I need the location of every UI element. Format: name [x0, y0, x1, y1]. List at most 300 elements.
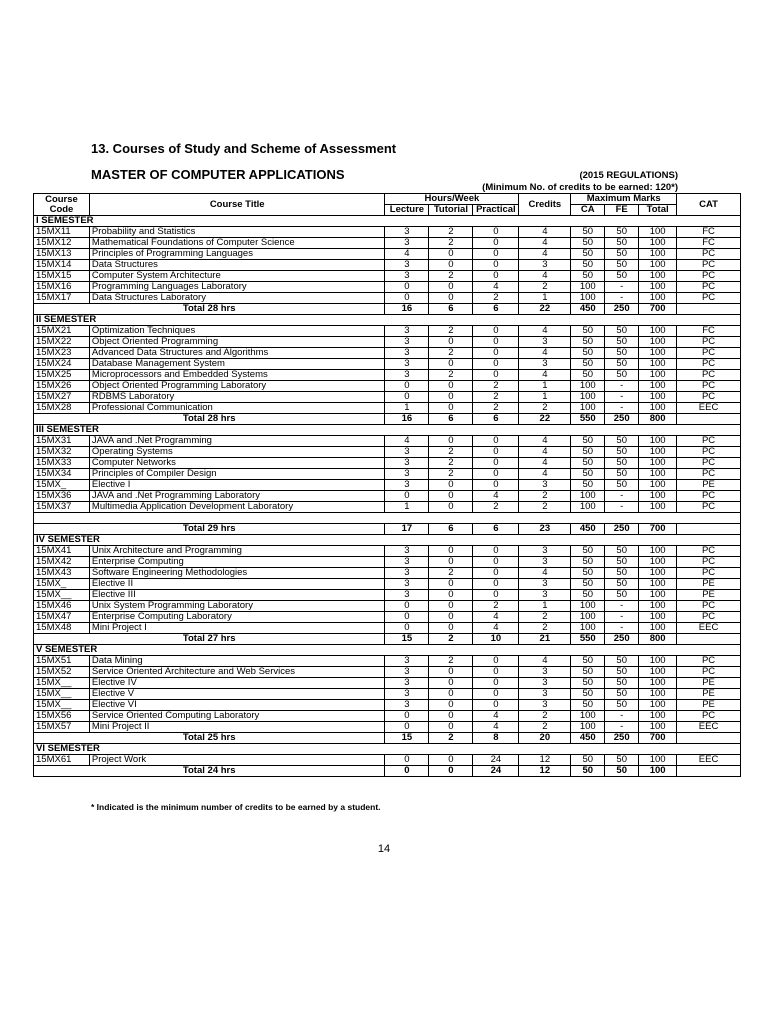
- lecture-hours: 3: [385, 656, 429, 667]
- course-title: Principles of Compiler Design: [89, 469, 385, 480]
- course-code: 15MX43: [34, 568, 90, 579]
- category: PC: [677, 458, 741, 469]
- course-code: 15MX33: [34, 458, 90, 469]
- fe-marks: 50: [605, 557, 639, 568]
- practical-hours: 0: [473, 678, 519, 689]
- table-row: [34, 590, 741, 601]
- ca-marks: 50: [571, 700, 605, 711]
- tutorial-hours: 0: [429, 381, 473, 392]
- table-row: [34, 271, 741, 282]
- lecture-hours: 3: [385, 227, 429, 238]
- total-marks: 100: [639, 249, 677, 260]
- tutorial-hours: 0: [429, 436, 473, 447]
- course-code: 15MX27: [34, 392, 90, 403]
- lecture-hours: 0: [385, 612, 429, 623]
- table-row: [34, 403, 741, 414]
- category: PC: [677, 557, 741, 568]
- course-title: RDBMS Laboratory: [89, 392, 385, 403]
- total-tutorial: 0: [429, 766, 473, 777]
- tutorial-hours: 0: [429, 623, 473, 634]
- credits: 4: [519, 469, 571, 480]
- practical-hours: 0: [473, 689, 519, 700]
- fe-marks: 50: [605, 271, 639, 282]
- course-title: Multimedia Application Development Laboratory: [89, 502, 385, 513]
- credits: 4: [519, 249, 571, 260]
- category: PC: [677, 370, 741, 381]
- ca-marks: 100: [571, 491, 605, 502]
- total-marks: 100: [639, 766, 677, 777]
- table-row: [34, 546, 741, 557]
- total-marks: 100: [639, 260, 677, 271]
- category: PC: [677, 381, 741, 392]
- lecture-hours: 3: [385, 700, 429, 711]
- table-row: [34, 337, 741, 348]
- table-row: [34, 656, 741, 667]
- practical-hours: 4: [473, 612, 519, 623]
- category: PE: [677, 700, 741, 711]
- total-marks: 100: [639, 700, 677, 711]
- semester-name: II SEMESTER: [34, 315, 741, 326]
- ca-marks: 50: [571, 337, 605, 348]
- total-marks: 100: [639, 436, 677, 447]
- fe-marks: 50: [605, 458, 639, 469]
- fe-marks: 50: [605, 689, 639, 700]
- tutorial-hours: 0: [429, 612, 473, 623]
- regulations-label: (2015 REGULATIONS): [579, 170, 678, 181]
- course-title: JAVA and .Net Programming: [89, 436, 385, 447]
- course-code: 15MX23: [34, 348, 90, 359]
- tutorial-hours: 0: [429, 667, 473, 678]
- practical-hours: 2: [473, 502, 519, 513]
- tutorial-hours: 0: [429, 359, 473, 370]
- practical-hours: 4: [473, 711, 519, 722]
- semester-header-row: [34, 216, 741, 227]
- credits: 1: [519, 392, 571, 403]
- semester-name: IV SEMESTER: [34, 535, 741, 546]
- semester-header-row: [34, 645, 741, 656]
- course-title: Programming Languages Laboratory: [89, 282, 385, 293]
- total-marks: 100: [639, 678, 677, 689]
- credits: 3: [519, 260, 571, 271]
- tutorial-hours: 2: [429, 238, 473, 249]
- semester-header-row: [34, 535, 741, 546]
- category: FC: [677, 326, 741, 337]
- total-marks: 100: [639, 568, 677, 579]
- category: PE: [677, 480, 741, 491]
- total-tutorial: 6: [429, 524, 473, 535]
- credits: 2: [519, 711, 571, 722]
- course-code: 15MX41: [34, 546, 90, 557]
- ca-marks: 50: [571, 227, 605, 238]
- fe-marks: 50: [605, 227, 639, 238]
- semester-total-row: [34, 414, 741, 425]
- table-row: [34, 348, 741, 359]
- practical-hours: 0: [473, 469, 519, 480]
- table-row: [34, 601, 741, 612]
- course-code: 15MX34: [34, 469, 90, 480]
- practical-hours: 4: [473, 282, 519, 293]
- table-body: [34, 216, 741, 777]
- category: PC: [677, 469, 741, 480]
- lecture-hours: 0: [385, 601, 429, 612]
- course-title: Computer Networks: [89, 458, 385, 469]
- tutorial-hours: 2: [429, 656, 473, 667]
- course-code: 15MX56: [34, 711, 90, 722]
- total-practical: 6: [473, 304, 519, 315]
- course-code: 15MX_: [34, 480, 90, 491]
- course-title: Mathematical Foundations of Computer Science: [89, 238, 385, 249]
- credits: 1: [519, 293, 571, 304]
- tutorial-hours: 2: [429, 458, 473, 469]
- course-title: Elective V: [89, 689, 385, 700]
- ca-marks: 100: [571, 502, 605, 513]
- ca-marks: 50: [571, 359, 605, 370]
- total-marks: 100: [639, 557, 677, 568]
- total-label: Total 25 hrs: [34, 733, 385, 744]
- practical-hours: 0: [473, 227, 519, 238]
- course-title: Unix System Programming Laboratory: [89, 601, 385, 612]
- fe-marks: 50: [605, 249, 639, 260]
- ca-marks: 50: [571, 326, 605, 337]
- lecture-hours: 1: [385, 403, 429, 414]
- tutorial-hours: 0: [429, 700, 473, 711]
- lecture-hours: 0: [385, 293, 429, 304]
- lecture-hours: 3: [385, 238, 429, 249]
- fe-marks: 50: [605, 238, 639, 249]
- table-row: [34, 480, 741, 491]
- fe-marks: 50: [605, 568, 639, 579]
- lecture-hours: 3: [385, 689, 429, 700]
- credits: 3: [519, 700, 571, 711]
- practical-hours: 0: [473, 579, 519, 590]
- semester-name: III SEMESTER: [34, 425, 741, 436]
- header-total: Total: [639, 205, 677, 216]
- fe-marks: 50: [605, 326, 639, 337]
- course-code: 15MX14: [34, 260, 90, 271]
- practical-hours: 0: [473, 546, 519, 557]
- ca-marks: 50: [571, 546, 605, 557]
- tutorial-hours: 0: [429, 601, 473, 612]
- course-title: Professional Communication: [89, 403, 385, 414]
- total-marks: 100: [639, 656, 677, 667]
- total-lecture: 15: [385, 634, 429, 645]
- header-lecture: Lecture: [385, 205, 429, 216]
- course-title: Data Structures: [89, 260, 385, 271]
- table-row: [34, 447, 741, 458]
- total-marks: 100: [639, 392, 677, 403]
- total-marks: 100: [639, 469, 677, 480]
- practical-hours: 0: [473, 590, 519, 601]
- total-marks: 100: [639, 359, 677, 370]
- practical-hours: 2: [473, 403, 519, 414]
- practical-hours: 4: [473, 623, 519, 634]
- lecture-hours: 0: [385, 491, 429, 502]
- semester-total-row: [34, 766, 741, 777]
- ca-marks: 100: [571, 392, 605, 403]
- table-row: [34, 579, 741, 590]
- credits: 1: [519, 381, 571, 392]
- practical-hours: 0: [473, 436, 519, 447]
- fe-marks: -: [605, 381, 639, 392]
- category: PE: [677, 678, 741, 689]
- course-title: Project Work: [89, 755, 385, 766]
- total-label: Total 29 hrs: [34, 524, 385, 535]
- tutorial-hours: 0: [429, 403, 473, 414]
- total-marks: 100: [639, 667, 677, 678]
- table-row: [34, 458, 741, 469]
- total-ca: 50: [571, 766, 605, 777]
- semester-header-row: [34, 744, 741, 755]
- practical-hours: 0: [473, 271, 519, 282]
- course-title: Computer System Architecture: [89, 271, 385, 282]
- total-lecture: 16: [385, 414, 429, 425]
- course-title: Mini Project II: [89, 722, 385, 733]
- ca-marks: 50: [571, 480, 605, 491]
- semester-name: V SEMESTER: [34, 645, 741, 656]
- ca-marks: 50: [571, 447, 605, 458]
- practical-hours: 0: [473, 447, 519, 458]
- table-row: [34, 612, 741, 623]
- ca-marks: 50: [571, 469, 605, 480]
- table-row: [34, 568, 741, 579]
- practical-hours: 4: [473, 722, 519, 733]
- tutorial-hours: 2: [429, 447, 473, 458]
- course-code: 15MX52: [34, 667, 90, 678]
- lecture-hours: 3: [385, 557, 429, 568]
- scheme-table: [33, 193, 741, 777]
- section-heading: 13. Courses of Study and Scheme of Assessment: [91, 141, 397, 156]
- table-row: [34, 722, 741, 733]
- fe-marks: -: [605, 722, 639, 733]
- total-marks: 100: [639, 326, 677, 337]
- lecture-hours: 0: [385, 755, 429, 766]
- course-title: Elective III: [89, 590, 385, 601]
- total-practical: 24: [473, 766, 519, 777]
- header-credits: Credits: [519, 194, 571, 216]
- total-marks: 100: [639, 612, 677, 623]
- lecture-hours: 4: [385, 436, 429, 447]
- semester-total-row: [34, 524, 741, 535]
- tutorial-hours: 2: [429, 271, 473, 282]
- fe-marks: 50: [605, 348, 639, 359]
- course-title: Probability and Statistics: [89, 227, 385, 238]
- total-marks: 100: [639, 403, 677, 414]
- category: PC: [677, 348, 741, 359]
- ca-marks: 50: [571, 678, 605, 689]
- total-lecture: 16: [385, 304, 429, 315]
- practical-hours: 2: [473, 392, 519, 403]
- table-row: [34, 436, 741, 447]
- practical-hours: 0: [473, 348, 519, 359]
- course-title: Object Oriented Programming Laboratory: [89, 381, 385, 392]
- total-credits: 22: [519, 414, 571, 425]
- total-cat-empty: [677, 304, 741, 315]
- ca-marks: 50: [571, 271, 605, 282]
- course-title: Object Oriented Programming: [89, 337, 385, 348]
- tutorial-hours: 0: [429, 755, 473, 766]
- credits: 3: [519, 667, 571, 678]
- category: PE: [677, 689, 741, 700]
- semester-header-row: [34, 425, 741, 436]
- table-row: [34, 700, 741, 711]
- category: PC: [677, 447, 741, 458]
- fe-marks: -: [605, 293, 639, 304]
- header-practical: Practical: [473, 205, 519, 216]
- credits: 2: [519, 491, 571, 502]
- ca-marks: 50: [571, 568, 605, 579]
- total-practical: 6: [473, 414, 519, 425]
- course-code: 15MX48: [34, 623, 90, 634]
- page-number: 14: [377, 843, 391, 855]
- credits: 3: [519, 546, 571, 557]
- total-marks: 100: [639, 711, 677, 722]
- category: PC: [677, 337, 741, 348]
- course-code: 15MX36: [34, 491, 90, 502]
- tutorial-hours: 0: [429, 392, 473, 403]
- ca-marks: 100: [571, 282, 605, 293]
- semester-total-row: [34, 634, 741, 645]
- tutorial-hours: 0: [429, 557, 473, 568]
- course-title: Enterprise Computing: [89, 557, 385, 568]
- total-ca: 550: [571, 414, 605, 425]
- total-marks: 100: [639, 590, 677, 601]
- fe-marks: -: [605, 491, 639, 502]
- credits: 3: [519, 359, 571, 370]
- category: FC: [677, 238, 741, 249]
- fe-marks: 50: [605, 436, 639, 447]
- total-ca: 450: [571, 733, 605, 744]
- total-fe: 250: [605, 524, 639, 535]
- course-title: Operating Systems: [89, 447, 385, 458]
- table-row: [34, 370, 741, 381]
- table-row: [34, 557, 741, 568]
- course-title: Data Mining: [89, 656, 385, 667]
- header-tutorial: Tutorial: [429, 205, 473, 216]
- total-marks: 100: [639, 381, 677, 392]
- category: PC: [677, 711, 741, 722]
- category: PC: [677, 249, 741, 260]
- practical-hours: 0: [473, 249, 519, 260]
- total-label: Total 28 hrs: [34, 304, 385, 315]
- tutorial-hours: 2: [429, 568, 473, 579]
- tutorial-hours: 0: [429, 722, 473, 733]
- ca-marks: 100: [571, 381, 605, 392]
- credits: 2: [519, 612, 571, 623]
- total-practical: 10: [473, 634, 519, 645]
- course-title: Database Management System: [89, 359, 385, 370]
- total-credits: 20: [519, 733, 571, 744]
- lecture-hours: 3: [385, 590, 429, 601]
- fe-marks: -: [605, 502, 639, 513]
- category: PC: [677, 667, 741, 678]
- total-marks: 100: [639, 623, 677, 634]
- table-row: [34, 711, 741, 722]
- fe-marks: 50: [605, 469, 639, 480]
- total-marks: 100: [639, 502, 677, 513]
- ca-marks: 50: [571, 260, 605, 271]
- fe-marks: 50: [605, 579, 639, 590]
- course-code: 15MX12: [34, 238, 90, 249]
- semester-name: I SEMESTER: [34, 216, 741, 227]
- credits: 2: [519, 722, 571, 733]
- tutorial-hours: 2: [429, 469, 473, 480]
- total-tutorial: 6: [429, 304, 473, 315]
- credits: 3: [519, 557, 571, 568]
- practical-hours: 24: [473, 755, 519, 766]
- fe-marks: -: [605, 612, 639, 623]
- practical-hours: 0: [473, 557, 519, 568]
- fe-marks: 50: [605, 447, 639, 458]
- total-marks: 100: [639, 722, 677, 733]
- tutorial-hours: 2: [429, 370, 473, 381]
- tutorial-hours: 0: [429, 282, 473, 293]
- total-cat-empty: [677, 733, 741, 744]
- ca-marks: 50: [571, 436, 605, 447]
- course-code: 15MX47: [34, 612, 90, 623]
- course-title: Elective I: [89, 480, 385, 491]
- table-row: [34, 260, 741, 271]
- lecture-hours: 0: [385, 381, 429, 392]
- total-tutorial: 2: [429, 733, 473, 744]
- lecture-hours: 3: [385, 469, 429, 480]
- total-marks: 700: [639, 524, 677, 535]
- course-title: Advanced Data Structures and Algorithms: [89, 348, 385, 359]
- header-ca: CA: [571, 205, 605, 216]
- tutorial-hours: 0: [429, 491, 473, 502]
- total-marks: 100: [639, 480, 677, 491]
- header-maximum-marks: Maximum Marks: [571, 194, 677, 205]
- category: PC: [677, 293, 741, 304]
- credits: 12: [519, 755, 571, 766]
- course-code: 15MX22: [34, 337, 90, 348]
- credits: 1: [519, 601, 571, 612]
- category: PC: [677, 568, 741, 579]
- total-marks: 100: [639, 337, 677, 348]
- table-row: [34, 359, 741, 370]
- lecture-hours: 0: [385, 623, 429, 634]
- tutorial-hours: 0: [429, 590, 473, 601]
- ca-marks: 50: [571, 370, 605, 381]
- table-row: [34, 381, 741, 392]
- course-code: 15MX37: [34, 502, 90, 513]
- table-row: [34, 326, 741, 337]
- fe-marks: -: [605, 403, 639, 414]
- practical-hours: 0: [473, 370, 519, 381]
- category: EEC: [677, 623, 741, 634]
- course-code: 15MX31: [34, 436, 90, 447]
- lecture-hours: 3: [385, 678, 429, 689]
- fe-marks: -: [605, 282, 639, 293]
- practical-hours: 0: [473, 238, 519, 249]
- total-marks: 100: [639, 579, 677, 590]
- lecture-hours: 3: [385, 458, 429, 469]
- course-title: Principles of Programming Languages: [89, 249, 385, 260]
- lecture-hours: 3: [385, 337, 429, 348]
- course-code: 15MX57: [34, 722, 90, 733]
- total-label: Total 27 hrs: [34, 634, 385, 645]
- ca-marks: 50: [571, 590, 605, 601]
- credits: 4: [519, 227, 571, 238]
- course-code: 15MX__: [34, 678, 90, 689]
- tutorial-hours: 0: [429, 249, 473, 260]
- ca-marks: 100: [571, 612, 605, 623]
- total-marks: 800: [639, 414, 677, 425]
- table-row: [34, 623, 741, 634]
- course-code: 15MX__: [34, 700, 90, 711]
- ca-marks: 50: [571, 667, 605, 678]
- total-marks: 100: [639, 348, 677, 359]
- header-fe: FE: [605, 205, 639, 216]
